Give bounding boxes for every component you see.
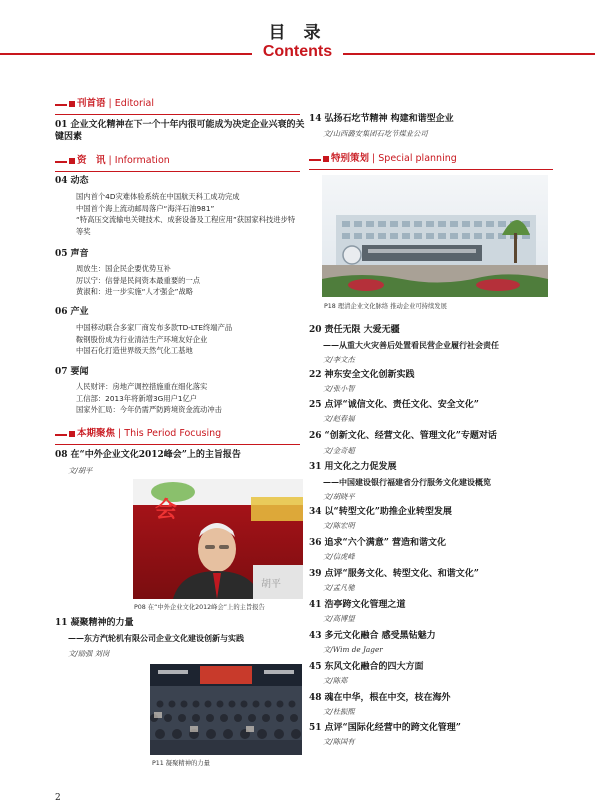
entry-title: 弘扬石圪节精神 构建和谐型企业 xyxy=(324,114,454,124)
entry-number: 45 xyxy=(309,662,322,672)
news-item[interactable]: 人民财评：房地产调控措施重在细化落实 xyxy=(76,382,208,391)
entry-subtitle: ——中国建设银行福建省分行服务文化建设概览 xyxy=(323,477,491,487)
entry-number: 11 xyxy=(55,618,68,628)
toc-entry-43[interactable] xyxy=(309,630,436,642)
section-square-icon xyxy=(69,431,75,437)
entry-number: 43 xyxy=(309,631,322,641)
entry-number: 31 xyxy=(309,462,322,472)
entry-number: 01 xyxy=(55,120,68,130)
page-number: 2 xyxy=(55,793,61,803)
entry-author: 文/李文杰 xyxy=(323,355,355,364)
section-separator: | xyxy=(118,428,122,439)
entry-title: 要闻 xyxy=(70,367,89,377)
news-item[interactable]: 工信部：2013年将新增3G用户1亿户 xyxy=(76,393,198,403)
toc-entry-14[interactable] xyxy=(309,113,454,125)
entry-author: 文/Wim de Jager xyxy=(323,645,383,654)
news-item[interactable]: 鞍钢股份成为行业清洁生产环境友好企业 xyxy=(76,334,208,344)
toc-entry-04[interactable] xyxy=(55,175,89,187)
page-title: 目 录 xyxy=(268,23,327,43)
entry-title: 企业文化精神在下一个十年内很可能成为决定企业兴衰的关键因素 xyxy=(55,120,305,142)
entry-number: 08 xyxy=(55,450,68,460)
toc-entry-39[interactable] xyxy=(309,568,479,580)
entry-title: 神东安全文化创新实践 xyxy=(324,370,415,380)
section-title-en: Editorial xyxy=(114,98,154,109)
news-list-voices xyxy=(76,263,200,298)
toc-entry-20[interactable] xyxy=(309,324,400,336)
entry-title: 责任无限 大爱无疆 xyxy=(324,325,400,335)
contents-label: Contents xyxy=(262,43,333,60)
toc-entry-51[interactable] xyxy=(309,722,461,734)
section-title-cn: 特别策划 xyxy=(331,153,370,164)
photo-caption: P08 在“中外企业文化2012峰会”上的主旨报告 xyxy=(134,604,265,611)
entry-number: 20 xyxy=(309,325,322,335)
entry-title: 点评“国际化经营中的跨文化管理” xyxy=(324,723,461,733)
entry-author: 文/赵春福 xyxy=(323,414,355,423)
photo-caption: P11 凝聚精神的力量 xyxy=(152,760,210,767)
auditorium-photo xyxy=(150,664,302,755)
toc-entry-48[interactable] xyxy=(309,692,451,704)
entry-author: 文/励强 刘岗 xyxy=(68,649,110,658)
news-item[interactable]: 国家外汇局：今年仍需严防跨境资金流动冲击 xyxy=(76,405,222,415)
entry-title: 魂在中华，根在中交，枝在海外 xyxy=(324,693,451,703)
section-square-icon xyxy=(69,158,75,164)
news-item[interactable]: 黄淑和：进一步实施“人才强企”战略 xyxy=(76,287,194,297)
section-square-icon xyxy=(69,101,75,107)
banner-rule-left xyxy=(0,53,252,55)
entry-subtitle: ——东方汽轮机有限公司企业文化建设创新与实践 xyxy=(68,633,244,643)
entry-author: 文/张小智 xyxy=(323,384,355,393)
toc-entry-01[interactable] xyxy=(55,119,305,143)
toc-entry-26[interactable] xyxy=(309,430,497,442)
speaker-photo xyxy=(133,479,303,599)
toc-entry-45[interactable] xyxy=(309,661,424,673)
entry-subtitle: ——从重大火灾善后处置看民营企业履行社会责任 xyxy=(323,340,499,350)
toc-entry-41[interactable] xyxy=(309,599,406,611)
section-dash xyxy=(309,159,321,161)
section-title-en: Special planning xyxy=(378,153,457,164)
entry-number: 41 xyxy=(309,600,322,610)
entry-number: 06 xyxy=(55,307,68,317)
section-title-cn: 资 讯 xyxy=(77,155,106,166)
entry-title: 动态 xyxy=(70,176,89,186)
entry-number: 39 xyxy=(309,569,322,579)
entry-number: 04 xyxy=(55,176,68,186)
news-item[interactable]: 国内首个4D灾难体验系统在中国航天科工成功完成 xyxy=(76,192,240,201)
entry-number: 36 xyxy=(309,538,322,548)
entry-author: 文/孟凡驰 xyxy=(323,583,355,592)
section-header-special xyxy=(309,152,553,170)
news-list-headlines xyxy=(76,381,222,416)
section-dash xyxy=(55,434,67,436)
section-header-focusing xyxy=(55,427,300,445)
toc-entry-36[interactable] xyxy=(309,537,446,549)
entry-title: 声音 xyxy=(70,249,89,259)
toc-entry-07[interactable] xyxy=(55,366,89,378)
entry-author: 文/陈国有 xyxy=(323,737,355,746)
entry-title: 在“中外企业文化2012峰会”上的主旨报告 xyxy=(70,450,241,460)
news-item[interactable]: 厉以宁：信誉是民间资本最重要的一点 xyxy=(76,275,201,285)
news-item[interactable]: 中国移动联合多家厂商发布多款TD-LTE终端产品 xyxy=(76,323,233,332)
entry-number: 26 xyxy=(309,431,322,441)
news-list-dynamic xyxy=(76,191,302,237)
section-title-cn: 刊首语 xyxy=(77,98,106,109)
section-header-information xyxy=(55,154,300,172)
entry-title: 用文化之力促发展 xyxy=(324,462,397,472)
entry-title: 东风文化融合的四大方面 xyxy=(324,662,424,672)
section-title-en: This Period Focusing xyxy=(124,428,222,439)
section-header-editorial xyxy=(55,97,300,115)
headquarters-photo xyxy=(322,175,548,297)
entry-number: 48 xyxy=(309,693,322,703)
entry-title: 追求“六个满意” 营造和谐文化 xyxy=(324,538,447,548)
section-dash xyxy=(55,104,67,106)
toc-entry-08[interactable] xyxy=(55,449,241,461)
entry-author: 文/高博望 xyxy=(323,614,355,623)
toc-entry-25[interactable] xyxy=(309,399,479,411)
toc-entry-22[interactable] xyxy=(309,369,415,381)
entry-number: 51 xyxy=(309,723,322,733)
section-title-cn: 本期聚焦 xyxy=(77,428,116,439)
entry-number: 22 xyxy=(309,370,322,380)
section-separator: | xyxy=(372,153,376,164)
svg-text:胡平: 胡平 xyxy=(261,579,281,590)
section-separator: | xyxy=(108,155,112,166)
news-item[interactable]: 周放生：国企民企要优势互补 xyxy=(76,264,171,273)
entry-number: 07 xyxy=(55,367,68,377)
entry-title: 凝聚精神的力量 xyxy=(70,618,134,628)
news-item[interactable]: 中国石化打造世界级天然气化工基地 xyxy=(76,346,193,356)
toc-entry-05[interactable] xyxy=(55,248,89,260)
entry-number: 34 xyxy=(309,507,322,517)
entry-number: 25 xyxy=(309,400,322,410)
entry-author: 文/杜振熙 xyxy=(323,707,355,716)
entry-title: 浩亭跨文化管理之道 xyxy=(324,600,406,610)
entry-author: 文/胡晓平 xyxy=(323,492,355,501)
toc-entry-34[interactable] xyxy=(309,506,452,518)
entry-title: 多元文化融合 感受黑钻魅力 xyxy=(324,631,436,641)
entry-author: 文/金奇超 xyxy=(323,446,355,455)
section-square-icon xyxy=(323,156,329,162)
entry-author: 文/胡平 xyxy=(68,466,93,475)
entry-number: 05 xyxy=(55,249,68,259)
toc-entry-06[interactable] xyxy=(55,306,89,318)
entry-author: 文/陈郑 xyxy=(323,676,348,685)
entry-title: “创新文化、经营文化、管理文化”专题对话 xyxy=(324,431,497,441)
entry-number: 14 xyxy=(309,114,322,124)
entry-author: 文/信虎峰 xyxy=(323,552,355,561)
entry-title: 点评“服务文化、转型文化、和谐文化” xyxy=(324,569,479,579)
entry-title: 产业 xyxy=(70,307,89,317)
toc-entry-11[interactable] xyxy=(55,617,134,629)
entry-author: 文/陈宏明 xyxy=(323,521,355,530)
svg-text:会: 会 xyxy=(155,497,178,523)
news-list-industry xyxy=(76,322,232,357)
entry-title: 点评“诚信文化、责任文化、安全文化” xyxy=(324,400,479,410)
section-dash xyxy=(55,161,67,163)
news-item[interactable]: “特高压交流输电关键技术、成套设备及工程应用”获国家科技进步特等奖 xyxy=(76,215,296,236)
section-separator: | xyxy=(108,98,112,109)
news-item[interactable]: 中国首个海上流动邮局落户“海洋石油981” xyxy=(76,203,215,213)
section-title-en: Information xyxy=(114,155,170,166)
contents-banner xyxy=(0,42,595,62)
banner-rule-right xyxy=(343,53,595,55)
toc-entry-31[interactable] xyxy=(309,461,397,473)
photo-caption: P18 理清企业文化脉络 推动企业可持续发展 xyxy=(324,303,447,310)
entry-title: 以“转型文化”助推企业转型发展 xyxy=(324,507,452,517)
entry-author: 文/山西潞安集团石圪节煤业公司 xyxy=(323,129,428,138)
